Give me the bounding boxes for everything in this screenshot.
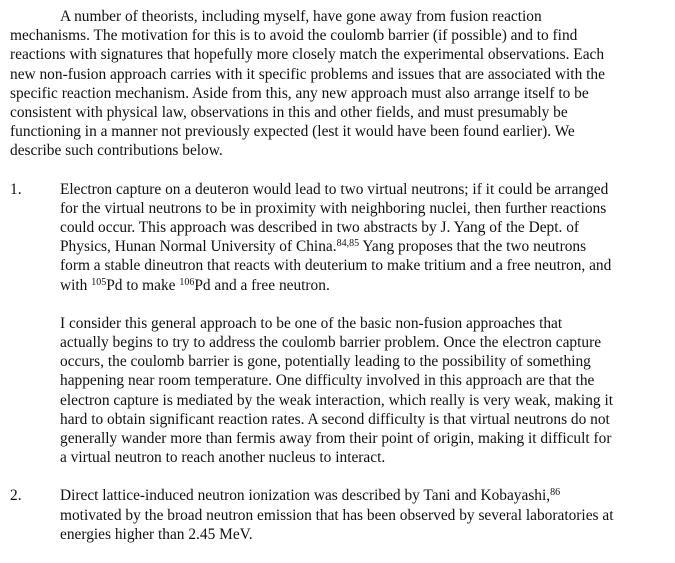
item-line: hard to obtain significant reaction rates. A second difficulty is that virtual neutrons do not (60, 410, 610, 428)
item-line (60, 237, 670, 256)
citation-superscript: 86 (550, 487, 561, 499)
isotope-superscript: 106 (179, 276, 195, 288)
item-text: Pd to make (106, 276, 180, 294)
item-line: a virtual neutron to reach another nucleus to interact. (60, 449, 386, 467)
intro-line: A number of theorists, including myself, have gone away from fusion reaction (60, 8, 542, 25)
item-line: electron capture is mediated by the weak interaction, which really is very weak, making it (60, 391, 614, 409)
intro-line: functioning in a manner not previously expected (lest it would have been found earlier). We (10, 123, 575, 141)
item-line: could occur. This approach was described in two abstracts by J. Yang of the Dept. of (60, 219, 580, 237)
item-line: for the virtual neutrons to be in proximity with neighboring nuclei, then further reactions (60, 199, 607, 217)
item-line: happening near room temperature. One difficulty involved in this approach are that the (60, 372, 595, 390)
intro-line: specific reaction mechanism. Aside from this, any new approach must also arrange itself to be (10, 84, 589, 102)
intro-line: reactions with signatures that hopefully more closely match the experimental observations. Each (10, 46, 605, 64)
item-text: Direct lattice-induced neutron ionization was described by Tani and Kobayashi, (60, 487, 551, 505)
list-item-2 (10, 486, 670, 544)
item-line: generally wander more than fermis away from their point of origin, making it difficult for (60, 430, 612, 448)
intro-line: mechanisms. The motivation for this is to avoid the coulomb barrier (if possible) and to find (10, 27, 578, 45)
item-line (60, 486, 670, 505)
item-text: Pd and a free neutron. (194, 276, 330, 294)
item-text: with (60, 276, 92, 294)
intro-paragraph (10, 7, 670, 161)
item-line: occurs, the coulomb barrier is gone, potentially leading to the possibility of something (60, 353, 591, 371)
item-text: Yang proposes that the two neutrons (359, 238, 587, 256)
item-line: form a stable dineutron that reacts with deuterium to make tritium and a free neutron, and (60, 257, 612, 275)
list-item-1 (10, 180, 670, 295)
item-line: actually begins to try to address the coulomb barrier problem. Once the electron capture (60, 334, 602, 352)
list-item-number: 1. (10, 180, 22, 198)
list-item-1-paragraph-2 (10, 314, 670, 468)
list-item-number: 2. (10, 487, 22, 505)
item-line: I consider this general approach to be one of the basic non-fusion approaches that (60, 314, 563, 332)
document-page (10, 7, 670, 544)
citation-superscript: 84,85 (336, 238, 360, 250)
item-line: motivated by the broad neutron emission that has been observed by several laboratories at (60, 506, 614, 524)
intro-line: new non-fusion approach carries with it specific problems and issues that are associated with the (10, 65, 605, 83)
item-line: energies higher than 2.45 MeV. (60, 525, 253, 543)
intro-line: consistent with physical law, observations in this and other fields, and must presumably be (10, 104, 568, 122)
isotope-superscript: 105 (91, 276, 107, 288)
item-line (60, 276, 670, 295)
intro-line: describe such contributions below. (10, 142, 223, 160)
item-line: Electron capture on a deuteron would lead to two virtual neutrons; if it could be arranged (60, 180, 609, 198)
item-text: Physics, Hunan Normal University of China. (60, 238, 337, 256)
